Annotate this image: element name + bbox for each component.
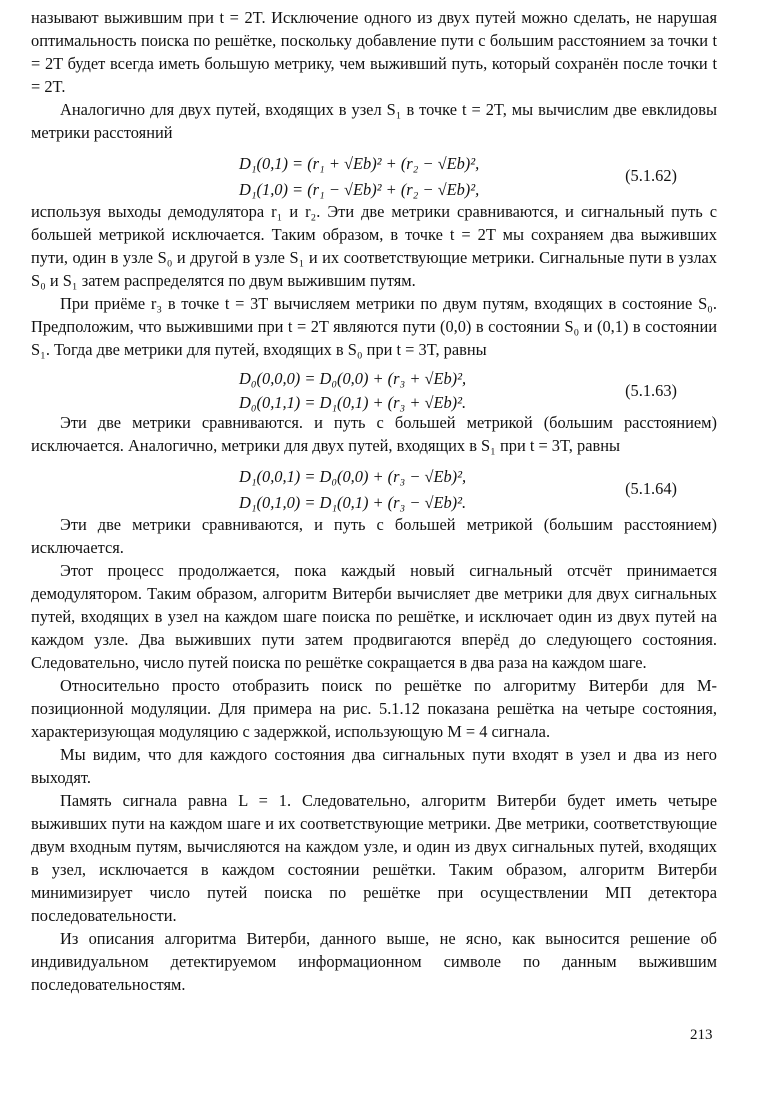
equation-5-1-63 xyxy=(31,361,717,411)
paragraph-11: Из описания алгоритма Витерби, данного выше, не ясно, как выносится решение об индивидуальном детектируемом информационном символе по данным выжившим последовательностям. xyxy=(31,929,717,994)
equation-line: D₁(0,1,0) = D₁(0,1) + (r₃ − √Eb)². xyxy=(239,493,467,512)
equation-number: (5.1.64) xyxy=(625,479,677,498)
equation-line: D₁(0,1) = (r₁ + √Eb)² + (r₂ − √Eb)², xyxy=(239,154,480,173)
page-body xyxy=(31,6,717,996)
equation-line: D₀(0,1,1) = D₁(0,1) + (r₃ + √Eb)². xyxy=(239,393,467,412)
equation-5-1-64 xyxy=(31,457,717,513)
paragraph-8: Относительно просто отобразить поиск по решётке по алгоритму Витерби для M-позиционной модуляции. Для примера на рис. 5.1.12 показана решётка на четыре состояния, характеризующая модуляцию с задержкой, использующую M = 4 сигнала. xyxy=(31,676,717,741)
paragraph-2: Аналогично для двух путей, входящих в узел S₁ в точке t = 2T, мы вычислим две евклидовы метрики расстояний xyxy=(31,100,717,142)
equation-line: D₀(0,0,0) = D₀(0,0) + (r₃ + √Eb)², xyxy=(239,369,467,388)
page-number: 213 xyxy=(690,1027,713,1043)
paragraph-5: Эти две метрики сравниваются. и путь с большей метрикой (большим расстоянием) исключается. Аналогично, метрики для двух путей, входящих в S₁ при t = 3T, равны xyxy=(31,413,717,455)
equation-line: D₁(0,0,1) = D₀(0,0) + (r₃ − √Eb)², xyxy=(239,467,467,486)
paragraph-6: Эти две метрики сравниваются, и путь с большей метрикой (большим расстоянием) исключается. xyxy=(31,515,717,557)
equation-5-1-62 xyxy=(31,144,717,200)
paragraph-7: Этот процесс продолжается, пока каждый новый сигнальный отсчёт принимается демодулятором. Таким образом, алгоритм Витерби вычисляет две метрики для двух сигнальных путей, входящих в узел на каждом шаге поиска по решётке, и исключает один из двух путей на каждом узле. Два выживших пути затем продвигаются вперёд до следующего состояния. Следовательно, число путей поиска по решётке сокращается в два раза на каждом шаге. xyxy=(31,561,717,672)
paragraph-9: Мы видим, что для каждого состояния два сигнальных пути входят в узел и два из него выходят. xyxy=(31,745,717,787)
paragraph-4: При приёме r₃ в точке t = 3T вычисляем метрики по двум путям, входящих в состояние S₀. Предположим, что выжившими при t = 2T являются пути (0,0) в состоянии S₀ и (0,1) в состоянии S₁. Тогда две метрики для путей, входящих в S₀ при t = 3T, равны xyxy=(31,294,717,359)
paragraph-1: называют выжившим при t = 2T. Исключение одного из двух путей можно сделать, не нарушая оптимальность поиска по решётке, поскольку добавление пути с большим расстоянием за точки t = 2T будет всегда иметь большую метрику, чем выживший путь, который сохранён после точки t = 2T. xyxy=(31,8,717,96)
equation-number: (5.1.62) xyxy=(625,166,677,185)
paragraph-3: используя выходы демодулятора r₁ и r₂. Эти две метрики сравниваются, и сигнальный путь с большей метрикой исключается. Таким образом, в точке t = 2T мы сохраняем два выживших пути, один в узле S₀ и другой в узле S₁ и их соответствующие метрики. Сигнальные пути в узлах S₀ и S₁ затем распределятся по двум выжившим путям. xyxy=(31,202,717,290)
equation-line: D₁(1,0) = (r₁ − √Eb)² + (r₂ − √Eb)², xyxy=(239,180,480,199)
equation-number: (5.1.63) xyxy=(625,381,677,400)
paragraph-10: Память сигнала равна L = 1. Следовательно, алгоритм Витерби будет иметь четыре выживших пути на каждом шаге и их соответствующие метрики. Две метрики, соответствующие двум входным путям, вычисляются на каждом узле, и один из двух сигнальных путей, входящих в узел, исключается в каждом состоянии решётки. Таким образом, алгоритм Витерби минимизирует число путей поиска по решётке при осуществлении МП детектора последовательности. xyxy=(31,791,717,925)
